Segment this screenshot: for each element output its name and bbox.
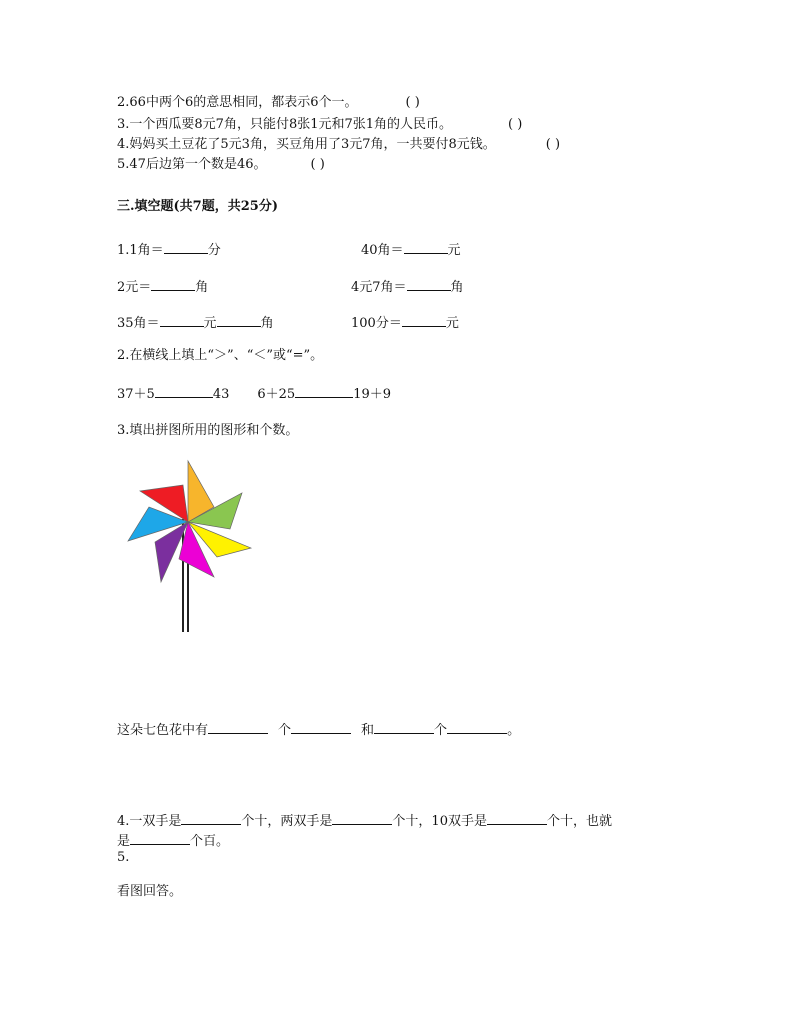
- q1-row3-a-pre: 35角＝: [117, 316, 160, 331]
- judgment-q5-text: 5.47后边第一个数是46。: [117, 157, 267, 172]
- q1-row1-a-pre: 1.1角＝: [117, 243, 164, 258]
- q1-row3-b-post: 元: [445, 316, 459, 331]
- q4-l2-b: 个百。: [190, 834, 230, 849]
- q1-row3-a: [117, 314, 274, 332]
- q1-row2-b-blank[interactable]: [407, 278, 451, 291]
- judgment-q2: [117, 95, 420, 111]
- q1-row2-b-post: 角: [450, 280, 464, 295]
- q3-blank-1[interactable]: [208, 721, 268, 734]
- q5-number: 5.: [117, 850, 130, 865]
- q4-line-1: [117, 812, 612, 830]
- q1-row1-b-blank[interactable]: [404, 241, 448, 254]
- q4-l1-d: 个十，也就: [546, 814, 612, 829]
- q1-row1-a: [117, 241, 221, 259]
- q2-e2-blank[interactable]: [295, 385, 353, 398]
- judgment-q5: [117, 157, 325, 173]
- q4-l2-a: 是: [117, 834, 131, 849]
- q2-e1-left: 37＋5: [117, 387, 155, 402]
- q1-row1-b-post: 元: [447, 243, 461, 258]
- q1-row2-b: [351, 278, 464, 296]
- q2-e1-blank[interactable]: [155, 385, 213, 398]
- judgment-q2-paren[interactable]: ( ): [405, 95, 420, 110]
- q4-blank-4[interactable]: [130, 832, 190, 845]
- q3-sentence-pre: 这朵七色花中有: [117, 723, 209, 738]
- judgment-q3: [117, 117, 522, 133]
- judgment-q4-text: 4.妈妈买土豆花了5元3角，买豆角用了3元7角，一共要付8元钱。: [117, 137, 496, 152]
- q4-l1-b: 个十，两双手是: [241, 814, 333, 829]
- judgment-q4-paren[interactable]: ( ): [545, 137, 561, 152]
- q1-row3-a-post: 角: [260, 316, 274, 331]
- q4-blank-1[interactable]: [181, 812, 241, 825]
- q1-row3-a-blank2[interactable]: [217, 314, 261, 327]
- judgment-q3-text: 3.一个西瓜要8元7角，只能付8张1元和7张1角的人民币。: [117, 117, 453, 132]
- q1-row2-a: [117, 278, 208, 296]
- q4-l1-a: 4.一双手是: [117, 814, 182, 829]
- q1-row2-a-blank[interactable]: [151, 278, 195, 291]
- q1-row1-a-blank[interactable]: [164, 241, 208, 254]
- q1-row3-a-mid: 元: [203, 316, 217, 331]
- q3-sentence-mid2: 和: [361, 723, 375, 738]
- q4-line-2: [117, 832, 229, 850]
- q2-e1-right: 43: [212, 387, 230, 402]
- q3-blank-4[interactable]: [447, 721, 507, 734]
- q3-sentence-end: 。: [507, 723, 521, 738]
- q4-blank-3[interactable]: [487, 812, 547, 825]
- q3-sentence-mid3: 个: [434, 723, 448, 738]
- pinwheel-stick-left: [182, 519, 184, 632]
- judgment-q2-text: 2.66中两个6的意思相同，都表示6个一。: [117, 95, 358, 110]
- q1-row3-b-pre: 100分＝: [351, 316, 402, 331]
- q4-l1-c: 个十，10双手是: [392, 814, 487, 829]
- q2-expressions: [117, 385, 391, 403]
- q1-row1-a-post: 分: [207, 243, 221, 258]
- q2-instruction: 2.在横线上填上“＞”、“＜”或“=”。: [117, 348, 324, 363]
- judgment-q5-paren[interactable]: ( ): [310, 157, 325, 172]
- q3-instruction: 3.填出拼图所用的图形和个数。: [117, 423, 299, 438]
- pinwheel-image: [120, 455, 260, 640]
- q2-e2-right: 19＋9: [353, 387, 392, 402]
- q2-e2-left: 6＋25: [257, 387, 296, 402]
- q5-instruction: 看图回答。: [117, 884, 183, 899]
- judgment-q4: [117, 137, 560, 153]
- q1-row1-b-pre: 40角＝: [361, 243, 404, 258]
- q3-sentence-mid1: 个: [278, 723, 292, 738]
- q1-row1-b: [361, 241, 461, 259]
- q3-blank-3[interactable]: [374, 721, 434, 734]
- q1-row3-b-blank[interactable]: [402, 314, 446, 327]
- q1-row2-a-post: 角: [195, 280, 209, 295]
- section-3-heading: 三.填空题(共7题，共25分): [117, 199, 278, 214]
- q3-sentence: [117, 721, 520, 739]
- q1-row2-a-pre: 2元＝: [117, 280, 152, 295]
- q3-blank-2[interactable]: [291, 721, 351, 734]
- q1-row2-b-pre: 4元7角＝: [351, 280, 407, 295]
- q1-row3-a-blank1[interactable]: [160, 314, 204, 327]
- q1-row3-b: [351, 314, 459, 332]
- q4-blank-2[interactable]: [332, 812, 392, 825]
- judgment-q3-paren[interactable]: ( ): [508, 117, 523, 132]
